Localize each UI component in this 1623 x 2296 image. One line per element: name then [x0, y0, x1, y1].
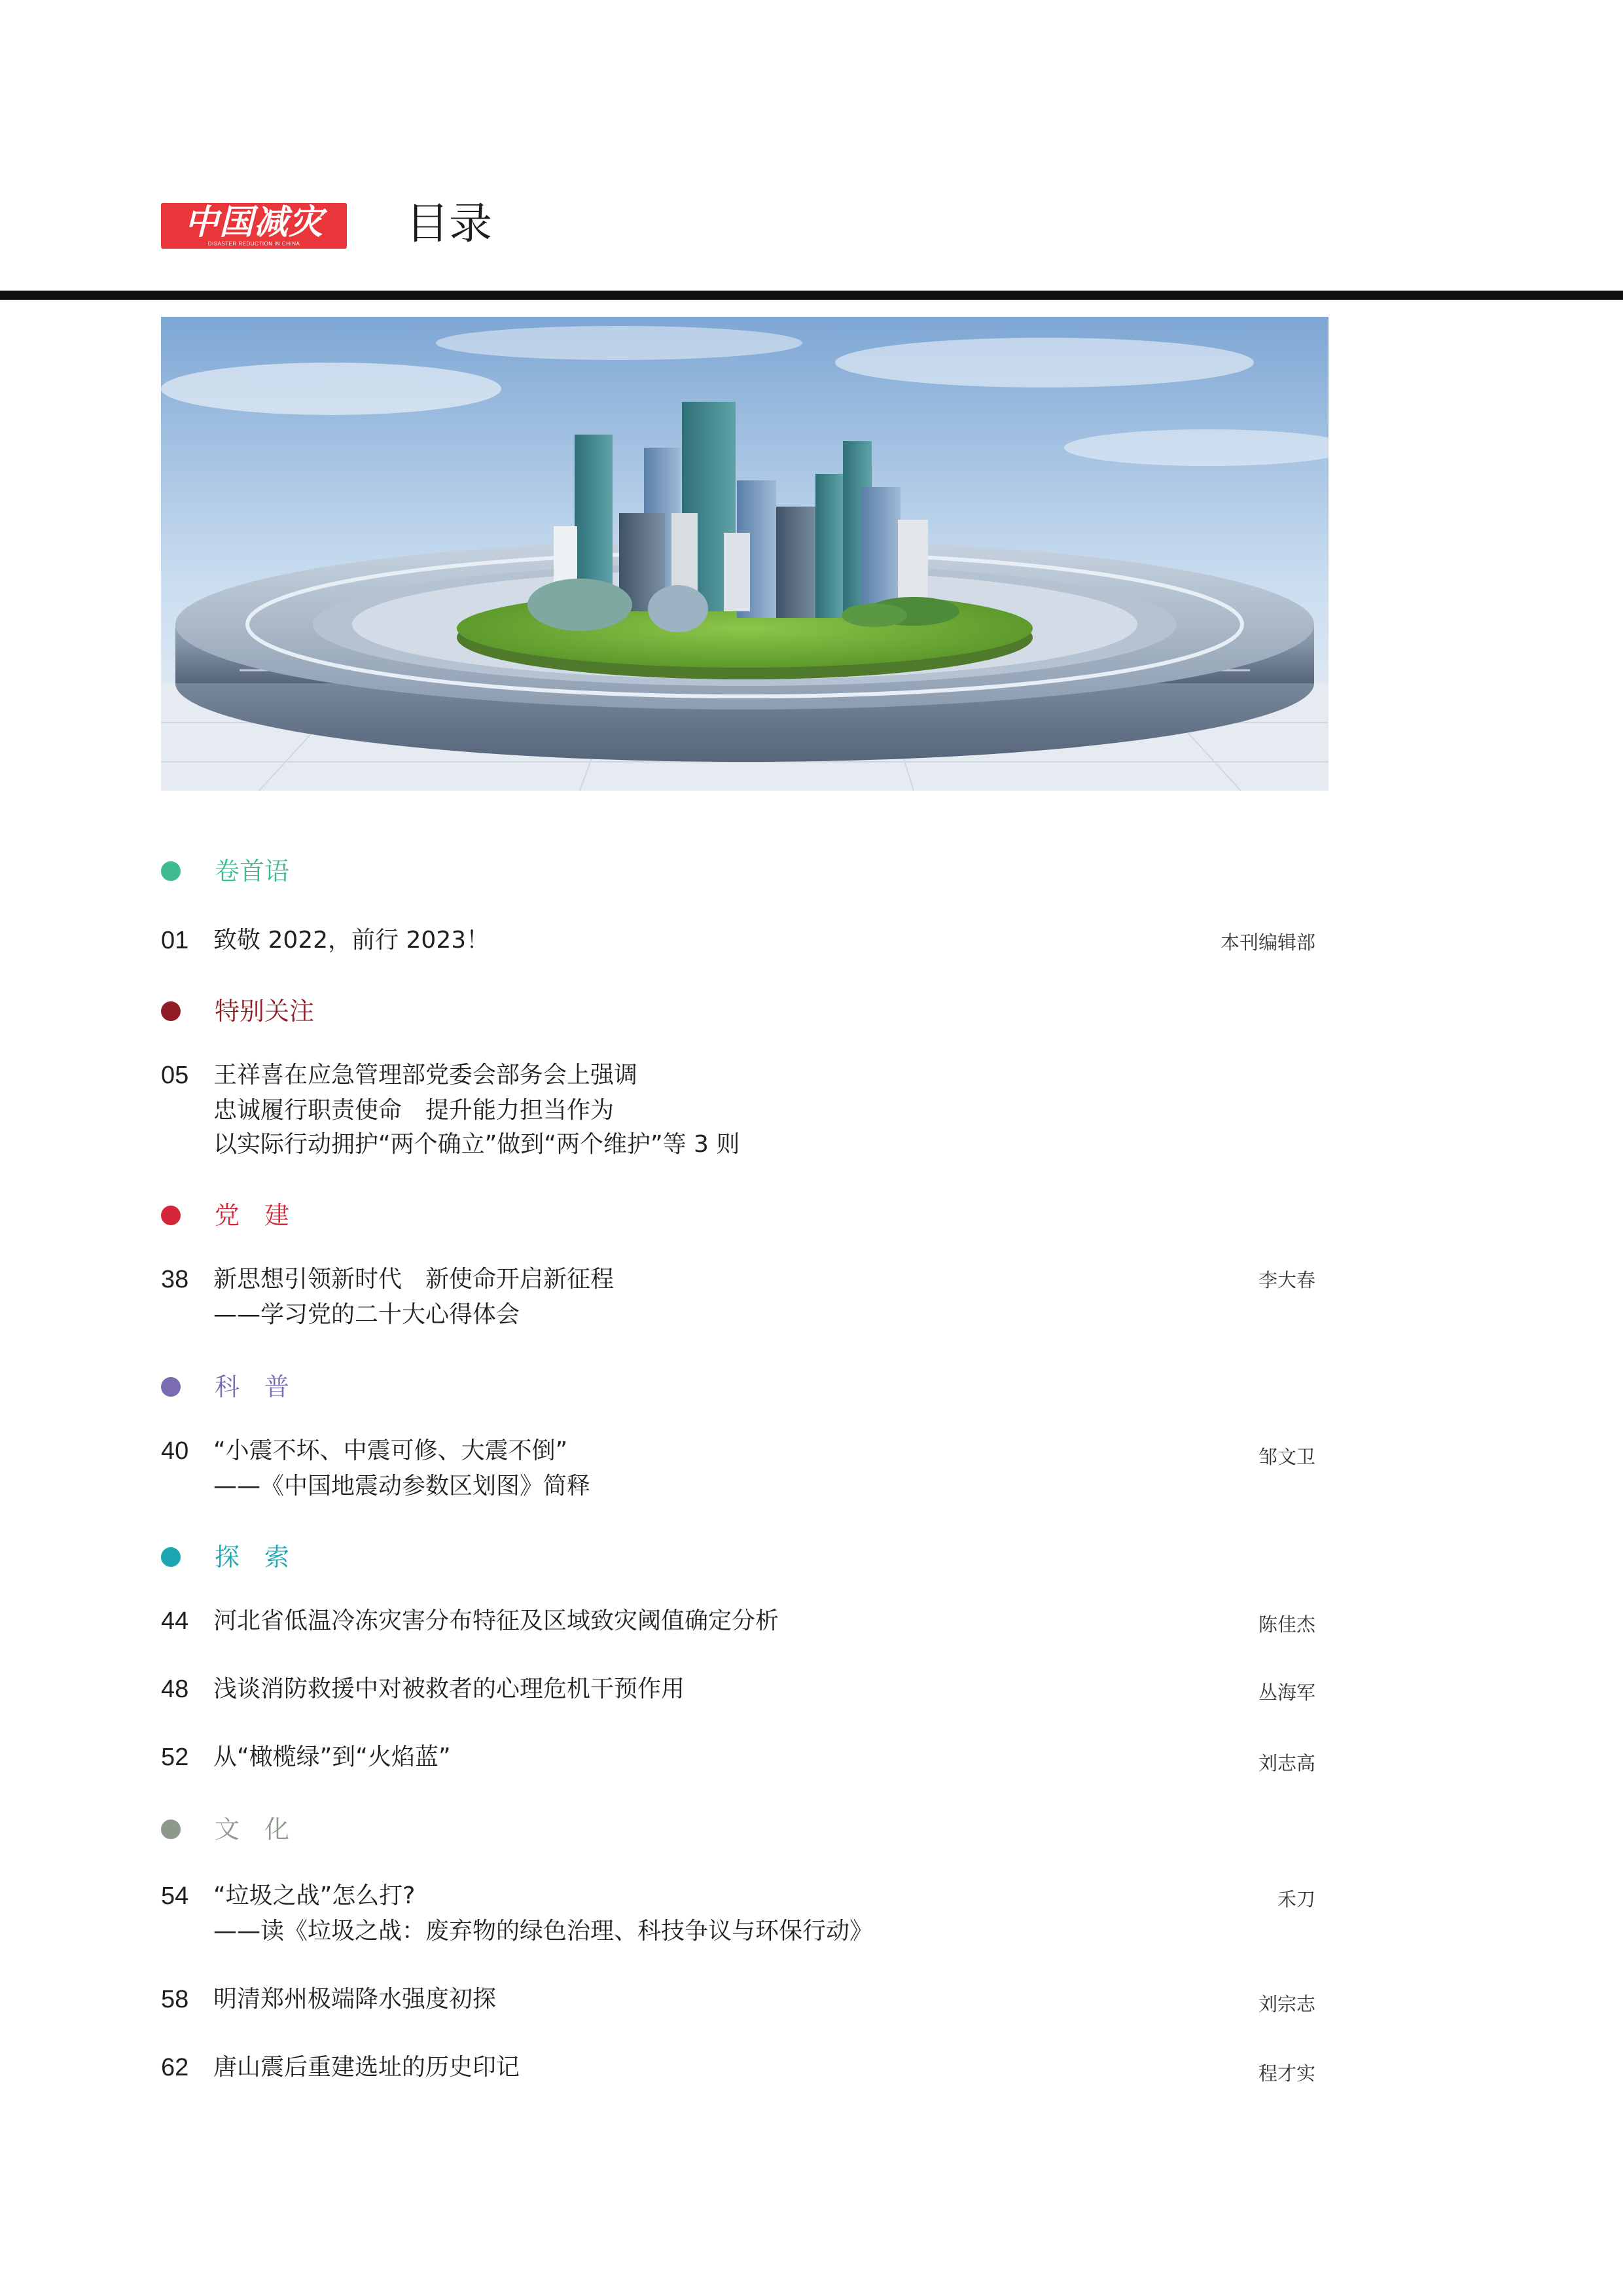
section-heading[interactable]: 探 索	[215, 1543, 290, 1571]
article-page-number[interactable]: 40	[161, 1437, 189, 1465]
section-dot	[161, 1820, 181, 1839]
article-subtitle[interactable]: ——《中国地震动参数区划图》简释	[213, 1473, 591, 1499]
article-subtitle[interactable]: ——读《垃圾之战：废弃物的绿色治理、科技争议与环保行动》	[213, 1918, 874, 1945]
article-title[interactable]: “小震不坏、中震可修、大震不倒”	[213, 1437, 568, 1464]
article-page-number[interactable]: 38	[161, 1266, 189, 1293]
article-page-number[interactable]: 58	[161, 1986, 189, 2013]
article-page-number[interactable]: 48	[161, 1676, 189, 1703]
article-title-line[interactable]: 以实际行动拥护“两个确立”做到“两个维护”等 3 则	[213, 1131, 740, 1158]
section-dot	[161, 1377, 181, 1397]
article-title[interactable]: 致敬 2022，前行 2023！	[213, 927, 490, 954]
logo-subtitle: DISASTER REDUCTION IN CHINA	[207, 241, 300, 247]
article-author: 陈佳杰	[1258, 1613, 1315, 1636]
article-title[interactable]: 王祥喜在应急管理部党委会部务会上强调	[213, 1062, 638, 1088]
section-dot	[161, 1206, 181, 1225]
section-heading[interactable]: 卷首语	[215, 857, 290, 886]
article-author: 刘志高	[1258, 1752, 1315, 1774]
article-author: 丛海军	[1258, 1681, 1315, 1704]
article-author: 邹文卫	[1258, 1446, 1315, 1468]
article-subtitle[interactable]: ——学习党的二十大心得体会	[213, 1301, 520, 1328]
article-page-number[interactable]: 05	[161, 1062, 189, 1089]
article-title[interactable]: 浅谈消防救援中对被救者的心理危机干预作用	[213, 1676, 685, 1702]
section-dot	[161, 1547, 181, 1567]
logo-title: 中国减灾	[184, 203, 323, 242]
article-author: 禾刀	[1277, 1888, 1315, 1910]
article-title-line[interactable]: 忠诚履行职责使命 提升能力担当作为	[213, 1097, 615, 1124]
article-title[interactable]: 唐山震后重建选址的历史印记	[213, 2054, 520, 2081]
article-title[interactable]: “垃圾之战”怎么打?	[213, 1882, 416, 1909]
article-author: 程才实	[1258, 2062, 1315, 2085]
article-author: 李大春	[1258, 1269, 1315, 1291]
article-page-number[interactable]: 62	[161, 2054, 189, 2081]
article-author: 本刊编辑部	[1220, 931, 1315, 954]
section-dot	[161, 1001, 181, 1021]
article-page-number[interactable]: 52	[161, 1744, 189, 1771]
section-heading[interactable]: 文 化	[215, 1815, 290, 1844]
article-page-number[interactable]: 54	[161, 1882, 189, 1910]
article-author: 刘宗志	[1258, 1993, 1315, 2015]
article-title[interactable]: 从“橄榄绿”到“火焰蓝”	[213, 1744, 451, 1770]
article-page-number[interactable]: 01	[161, 927, 189, 954]
section-heading[interactable]: 党 建	[215, 1201, 290, 1230]
article-page-number[interactable]: 44	[161, 1607, 189, 1635]
article-title[interactable]: 明清郑州极端降水强度初探	[213, 1986, 497, 2013]
section-heading[interactable]: 特别关注	[215, 997, 315, 1026]
article-title[interactable]: 新思想引领新时代 新使命开启新征程	[213, 1266, 615, 1293]
section-heading[interactable]: 科 普	[215, 1372, 290, 1401]
section-dot	[161, 861, 181, 881]
article-title[interactable]: 河北省低温冷冻灾害分布特征及区域致灾阈值确定分析	[213, 1607, 779, 1634]
page-title: 目录	[406, 198, 492, 249]
